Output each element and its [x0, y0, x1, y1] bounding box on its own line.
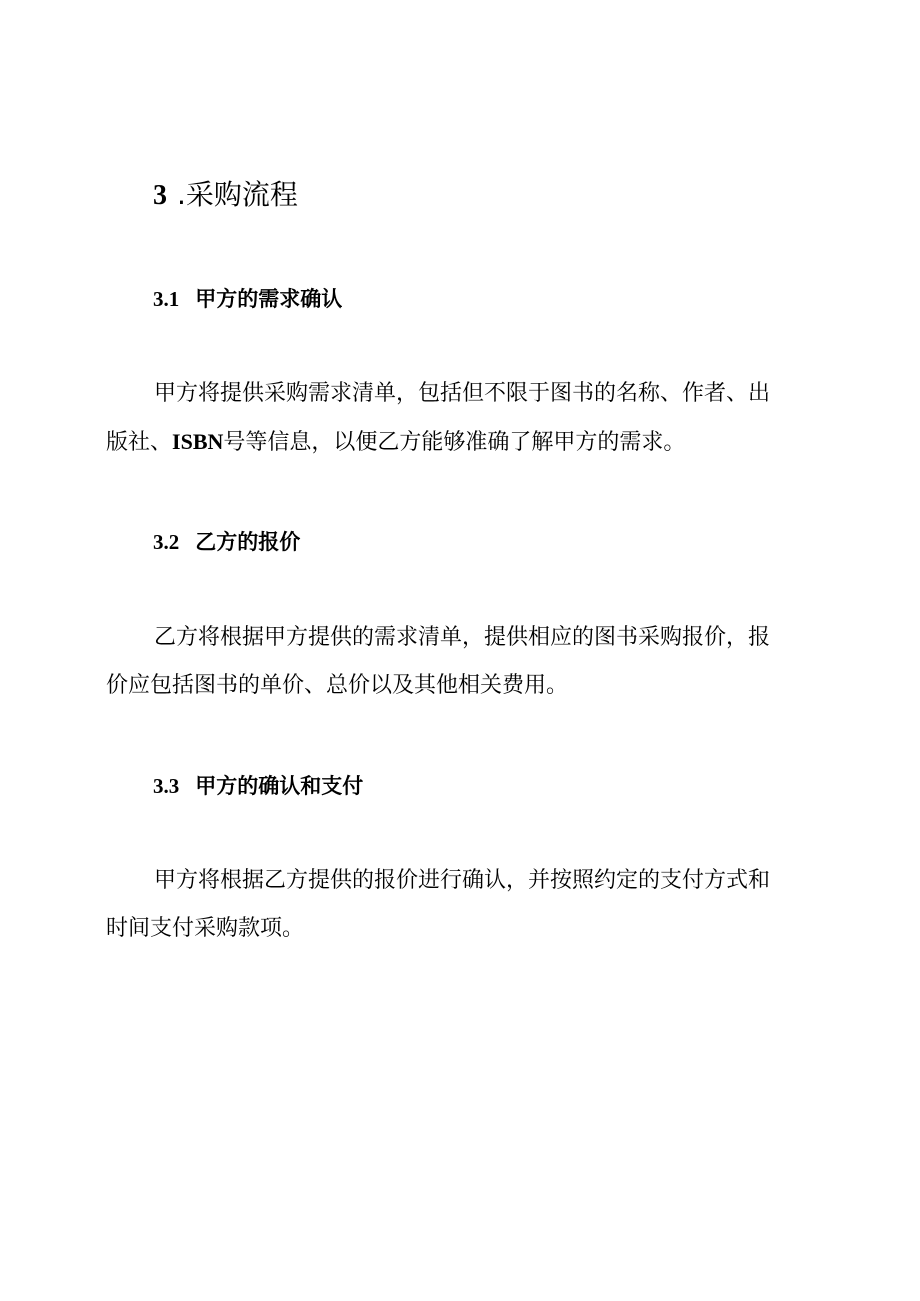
section-heading [153, 176, 298, 215]
paragraph-line: 乙方将根据甲方提供的需求清单，提供相应的图书采购报价，报 [154, 625, 771, 650]
section-number: 3 [153, 180, 167, 211]
paragraph-line: 甲方将提供采购需求清单，包括但不限于图书的名称、作者、出 [154, 381, 771, 406]
subsection-heading-3-1 [153, 284, 342, 314]
subsection-number: 3.1 [153, 287, 180, 311]
paragraph-3-1 [106, 370, 810, 467]
isbn-term: ISBN [172, 429, 224, 454]
paragraph-line: 时间支付采购款项。 [106, 916, 305, 941]
text-fragment: 版社、 [106, 430, 173, 455]
section-title: .采购流程 [177, 178, 298, 211]
subsection-title: 甲方的确认和支付 [195, 774, 364, 798]
subsection-heading-3-2 [153, 527, 300, 557]
paragraph-3-3 [106, 857, 810, 953]
paragraph-line: 甲方将根据乙方提供的报价进行确认，并按照约定的支付方式和 [154, 868, 771, 893]
text-fragment: 号等信息，以便乙方能够准确了解甲方的需求。 [223, 430, 686, 455]
subsection-title: 乙方的报价 [195, 530, 301, 554]
subsection-number: 3.2 [153, 530, 180, 554]
paragraph-line [106, 418, 810, 467]
subsection-heading-3-3 [153, 771, 363, 801]
subsection-title: 甲方的需求确认 [195, 287, 343, 311]
paragraph-3-2 [106, 614, 810, 710]
subsection-number: 3.3 [153, 774, 180, 798]
paragraph-line: 价应包括图书的单价、总价以及其他相关费用。 [106, 673, 569, 698]
